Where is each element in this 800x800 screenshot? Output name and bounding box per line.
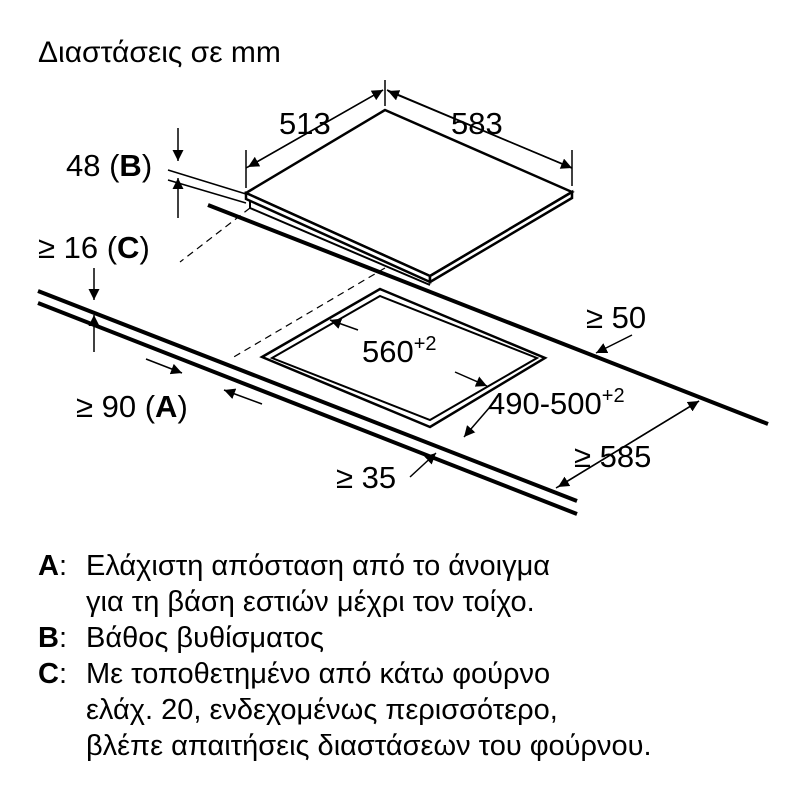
legend-line: Με τοποθετημένο από κάτω φούρνο: [86, 658, 551, 690]
legend-key: C:: [38, 658, 68, 690]
legend-text: [86, 656, 788, 764]
legend-key: A:: [38, 550, 68, 582]
dim-front-min-a: ≥ 90 (A): [76, 389, 188, 424]
legend-line: Βάθος βυθίσματος: [86, 622, 325, 654]
key-c: C: [117, 230, 140, 265]
dim-wall-min-c: ≥ 16 (C): [38, 230, 150, 265]
dim-depth-513: 513: [279, 106, 331, 141]
dim-cutout-width: $560^{+2}$: [362, 333, 437, 369]
legend-line: ελάχ. 20, ενδεχομένως περισσότερο,: [86, 694, 558, 726]
legend-line: Ελάχιστη απόσταση από το άνοιγμα: [86, 550, 551, 582]
cutout-width-tolerance: +2: [413, 333, 437, 355]
legend-line: βλέπε απαιτήσεις διαστάσεων του φούρνου.: [86, 730, 652, 762]
legend-item-a: [38, 548, 788, 620]
dim-rear-min: ≥ 50: [586, 300, 647, 335]
legend-item-b: [38, 620, 788, 656]
dim-side-min: ≥ 35: [336, 460, 397, 495]
page-title: Διαστάσεις σε mm: [38, 36, 281, 69]
dim-counter-depth: ≥ 585: [574, 439, 652, 474]
legend-item-c: [38, 656, 788, 764]
dim-thickness-b: 48 (B): [66, 148, 153, 183]
cutout-depth-tolerance: +2: [601, 385, 625, 407]
legend-line: για τη βάση εστιών μέχρι τον τοίχο.: [86, 586, 535, 618]
dim-cutout-depth: $490-500^{+2}$: [488, 385, 625, 421]
dim-width-583: 583: [451, 106, 503, 141]
legend: [38, 548, 788, 764]
legend-text: [86, 548, 788, 620]
key-b: B: [119, 148, 142, 183]
legend-key: B:: [38, 622, 68, 654]
legend-text: [86, 620, 788, 656]
key-a: A: [155, 389, 178, 424]
